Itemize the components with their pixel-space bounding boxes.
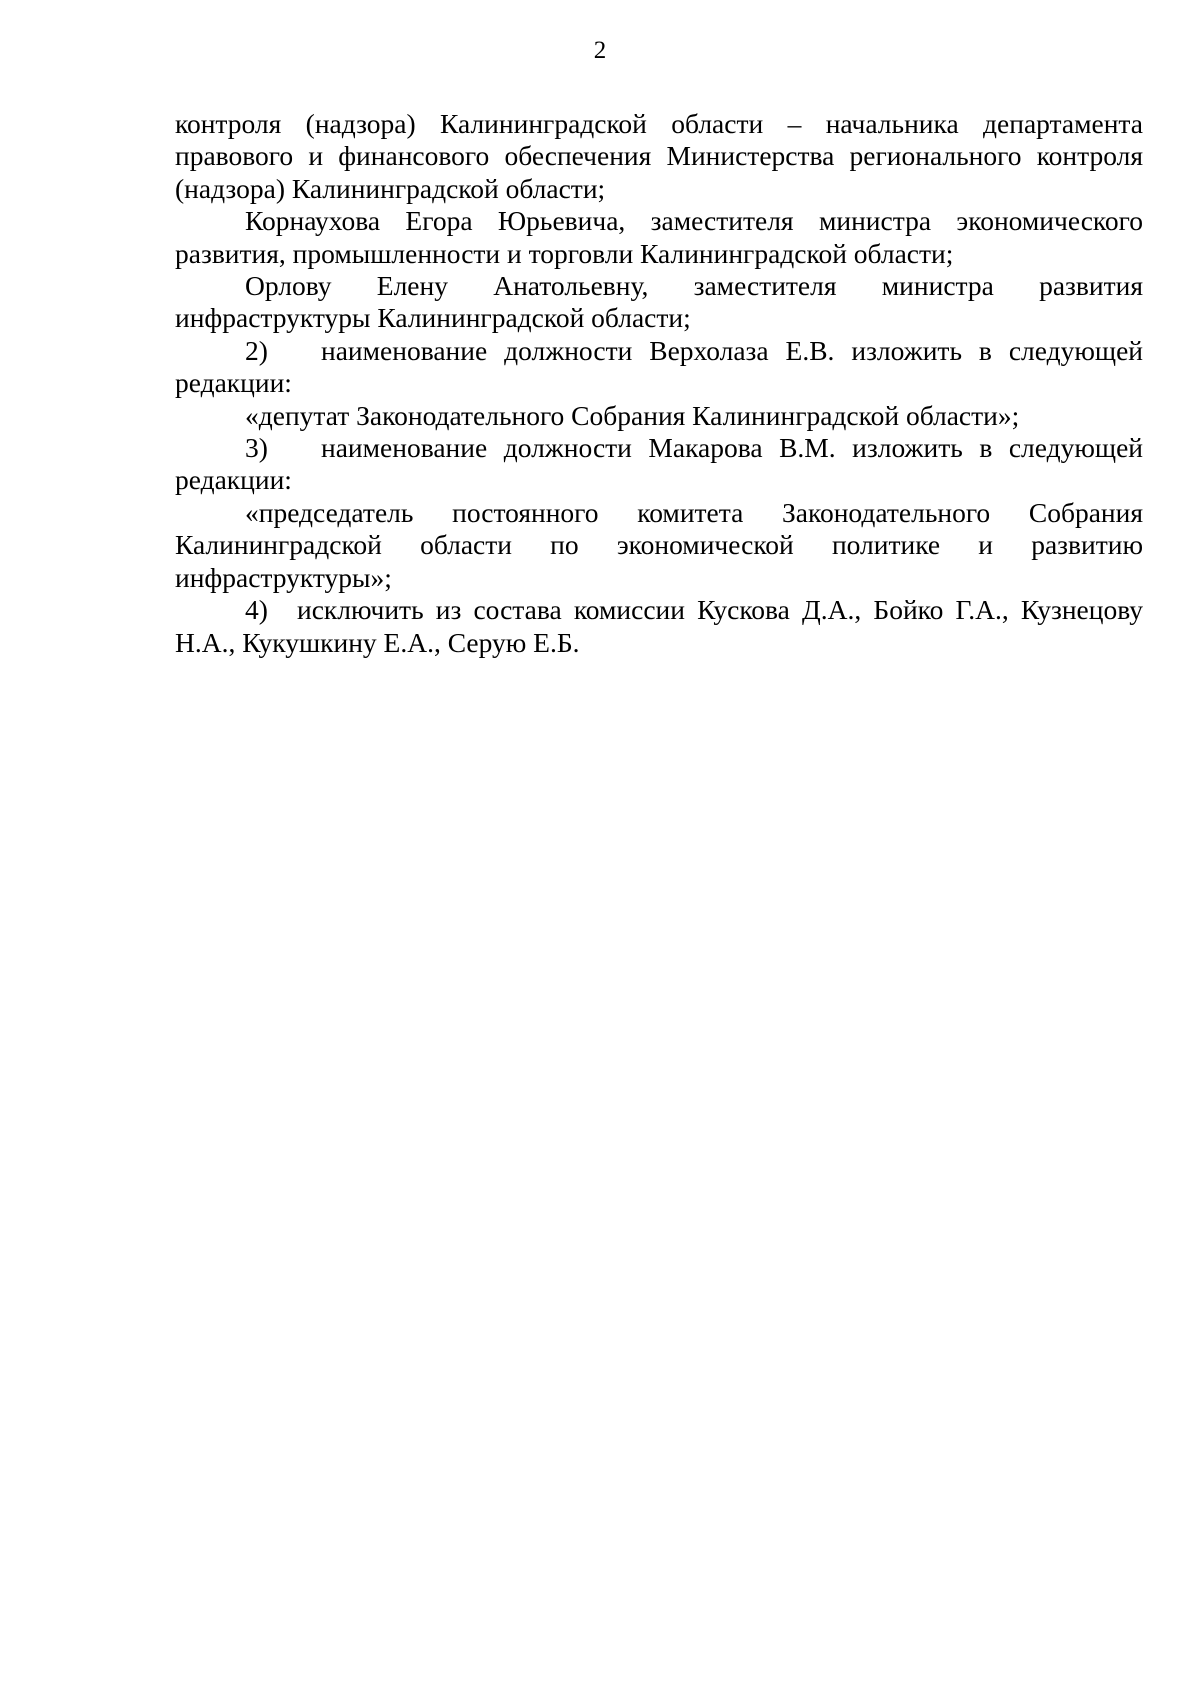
paragraph-quote-chairman: «председатель постоянного комитета Законодательного Собрания Калининградской области по экономической политике и развитию инфраструктуры»;: [175, 496, 1143, 593]
list-item-text: исключить из состава комиссии Кускова Д.А., Бойко Г.А., Кузнецову Н.А., Кукушкину Е.А., Серую Е.Б.: [175, 594, 1143, 658]
page-number: 2: [593, 37, 607, 64]
paragraph-kornaukhov: Корнаухова Егора Юрьевича, заместителя министра экономического развития, промышленности и торговли Калининградской области;: [175, 205, 1143, 269]
document-body: [175, 108, 1143, 659]
list-item-3: [175, 432, 1143, 497]
paragraph-continuation: контроля (надзора) Калининградской области – начальника департамента правового и финансового обеспечения Министерства регионального контроля (надзора) Калининградской области;: [175, 108, 1143, 204]
list-item-number: 2): [245, 334, 268, 366]
list-item-2: [175, 335, 1143, 400]
paragraph-quote-deputy: «депутат Законодательного Собрания Калининградской области»;: [245, 399, 1020, 431]
list-item-4: [175, 594, 1143, 659]
list-item-number: 3): [245, 432, 268, 464]
list-item-text: наименование должности Макарова В.М. изложить в следующей редакции:: [175, 432, 1143, 496]
list-item-number: 4): [245, 594, 268, 626]
paragraph-orlova: Орлову Елену Анатольевну, заместителя министра развития инфраструктуры Калининградской области;: [175, 270, 1143, 334]
list-item-text: наименование должности Верхолаза Е.В. изложить в следующей редакции:: [175, 334, 1143, 399]
